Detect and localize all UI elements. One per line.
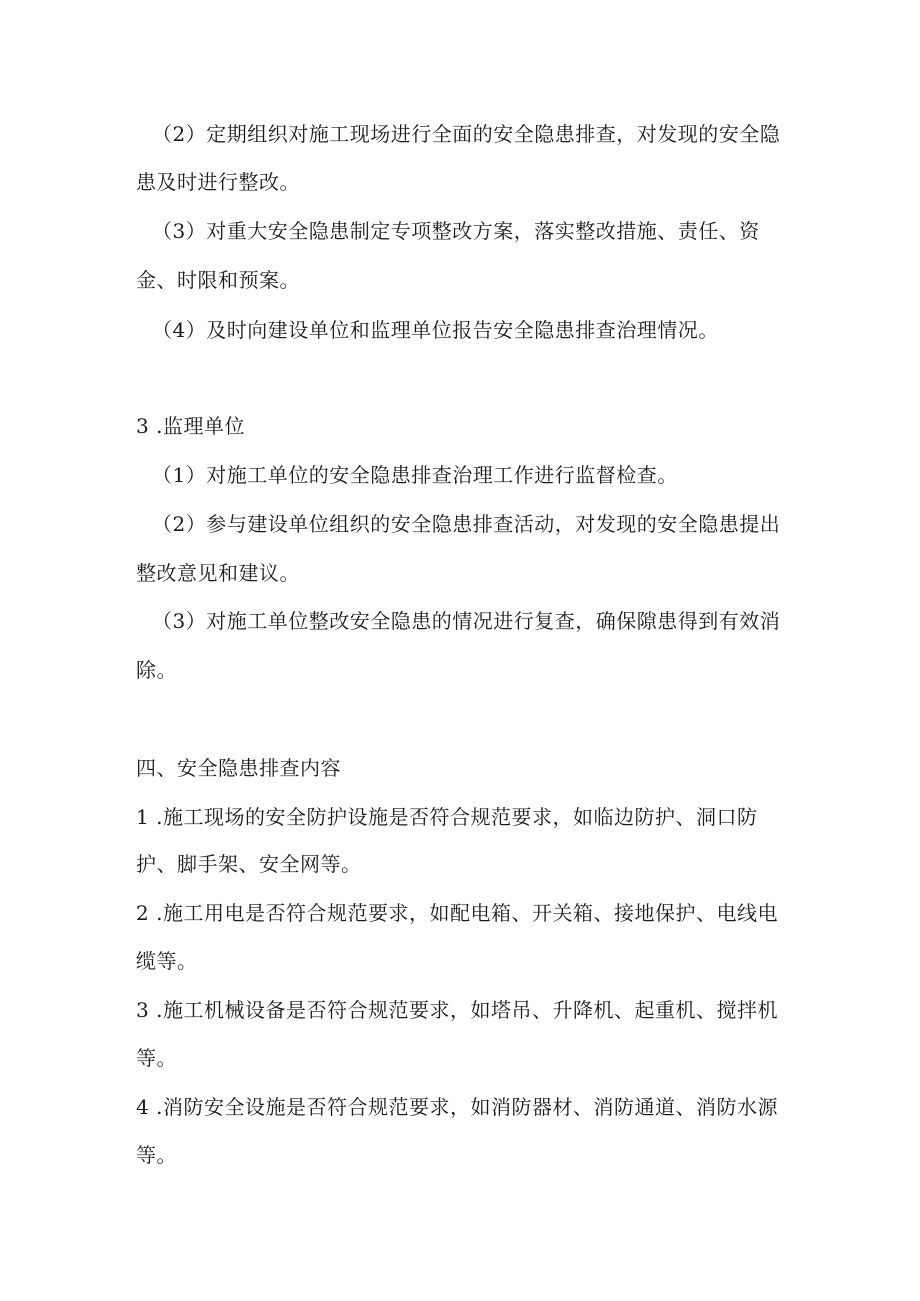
construction-item-4-line-1: （4）及时向建设单位和监理单位报告安全隐患排查治理情况。 (152, 318, 719, 342)
content-item-3-line-1: 3 .施工机械设备是否符合规范要求，如塔吊、升降机、起重机、搅拌机 (136, 998, 778, 1022)
content-item-3-line-2: 等。 (136, 1046, 177, 1070)
construction-item-2-line-2: 患及时进行整改。 (136, 170, 300, 194)
supervision-item-2-line-1: （2）参与建设单位组织的安全隐患排查活动，对发现的安全隐患提出 (152, 512, 781, 536)
content-heading: 四、安全隐患排查内容 (136, 756, 341, 780)
supervision-item-1-line-1: （1）对施工单位的安全隐患排查治理工作进行监督检查。 (152, 463, 678, 487)
content-item-1-line-2: 护、脚手架、安全网等。 (136, 852, 362, 876)
content-item-2-line-1: 2 .施工用电是否符合规范要求，如配电箱、开关箱、接地保护、电线电 (136, 901, 778, 925)
supervision-item-2-line-2: 整改意见和建议。 (136, 561, 300, 585)
supervision-item-3-line-1: （3）对施工单位整改安全隐患的情况进行复查，确保隙患得到有效消 (152, 609, 781, 633)
content-item-4-line-1: 4 .消防安全设施是否符合规范要求，如消防器材、消防通道、消防水源 (136, 1095, 778, 1119)
construction-item-3-line-1: （3）对重大安全隐患制定专项整改方案，落实整改措施、责任、资 (152, 219, 760, 243)
construction-item-2-line-1: （2）定期组织对施工现场进行全面的安全隐患排查，对发现的安全隐 (152, 122, 781, 146)
supervision-heading: 3 .监理单位 (136, 414, 245, 438)
content-item-4-line-2: 等。 (136, 1143, 177, 1167)
supervision-item-3-line-2: 除。 (136, 658, 177, 682)
construction-item-3-line-2: 金、时限和预案。 (136, 268, 300, 292)
content-item-1-line-1: 1 .施工现场的安全防护设施是否符合规范要求，如临边防护、洞口防 (136, 805, 758, 829)
content-item-2-line-2: 缆等。 (136, 949, 198, 973)
